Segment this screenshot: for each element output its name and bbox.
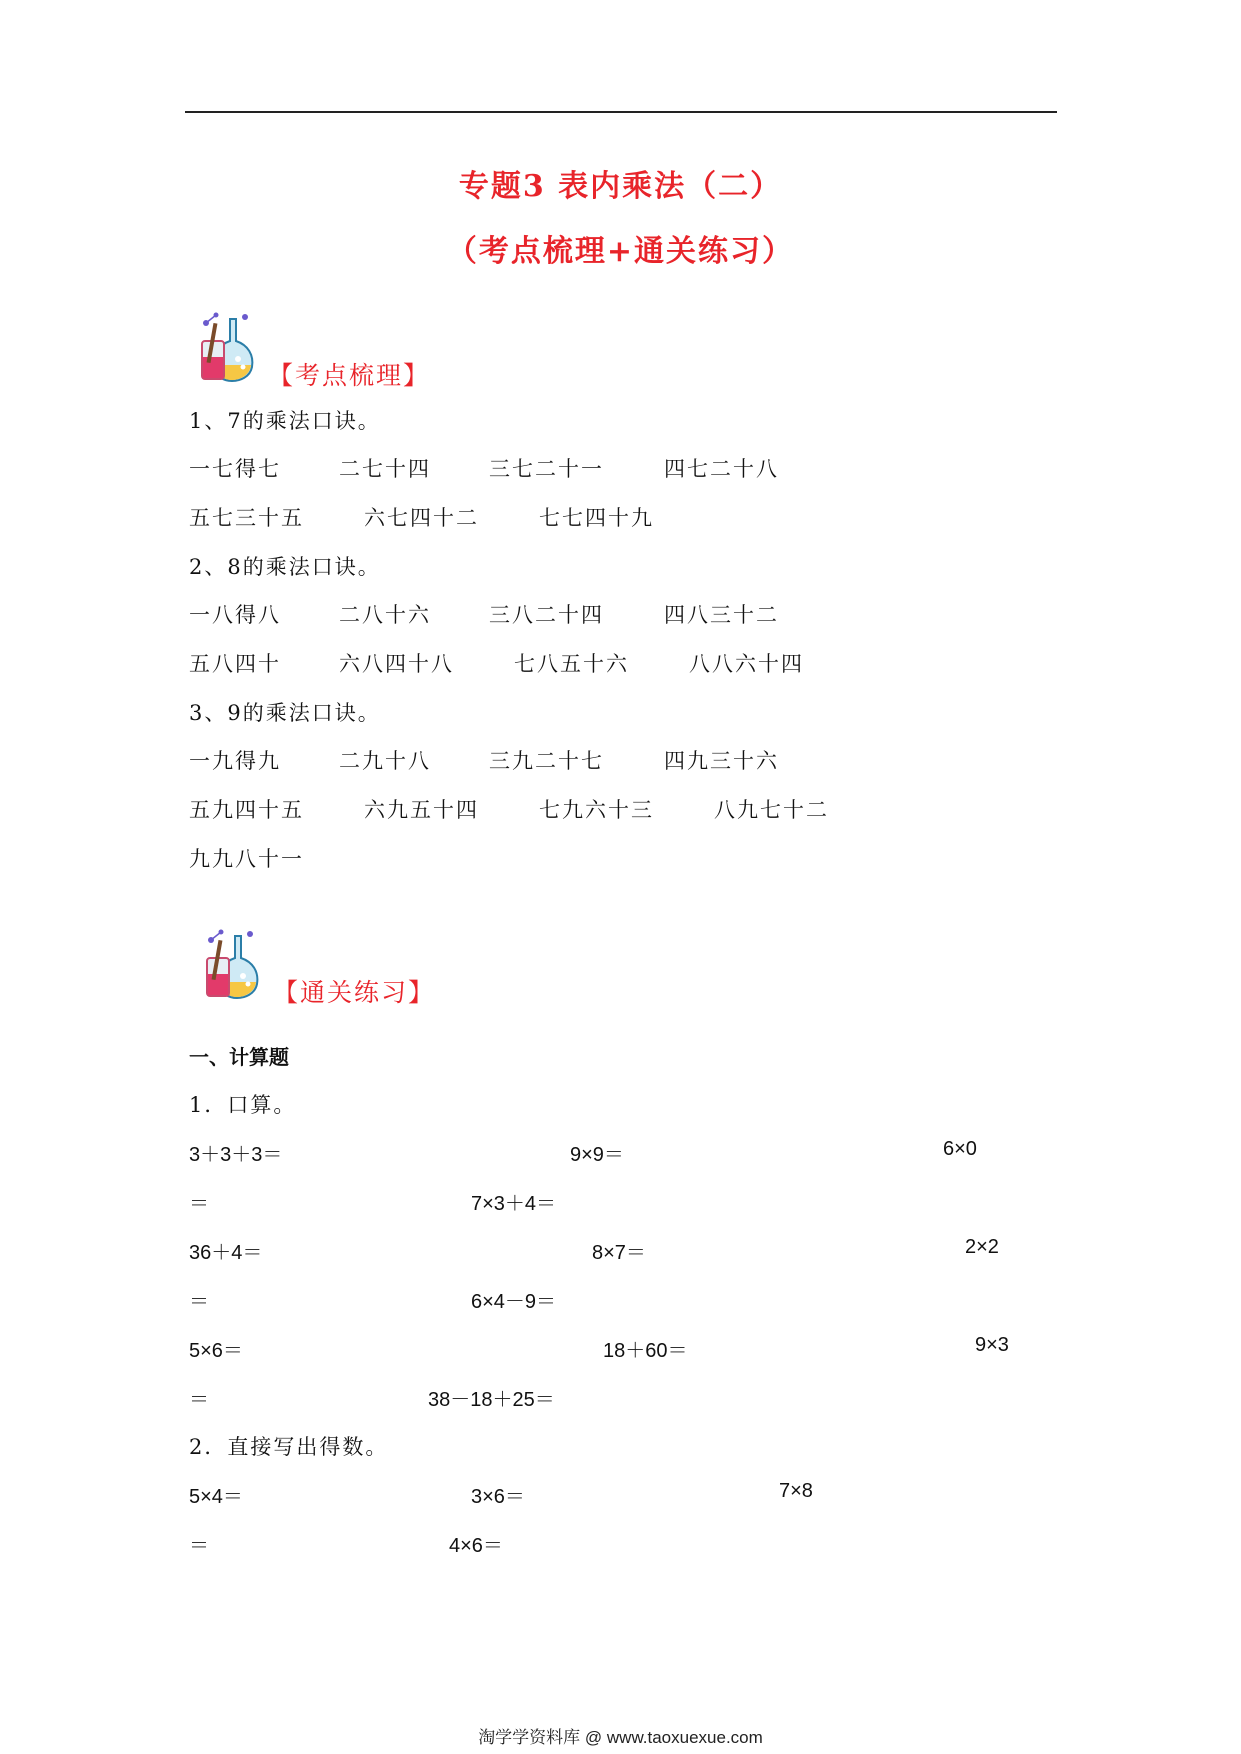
- mnemonic: 七八五十六: [514, 652, 629, 676]
- mnemonic: 六八四十八: [339, 652, 454, 676]
- mnemonic: 二九十八: [339, 749, 431, 773]
- arithmetic-item: ＝: [189, 1535, 209, 1557]
- arithmetic-item: 4×6＝: [449, 1535, 503, 1557]
- mnemonic: 四七二十八: [664, 457, 779, 481]
- section-label-key-points: 【考点梳理】: [268, 361, 431, 390]
- arithmetic-item: 5×6＝: [189, 1340, 243, 1362]
- header-rule: [185, 111, 1057, 113]
- arithmetic-item: 7×3＋4＝: [471, 1193, 557, 1215]
- mnemonic: 三八二十四: [489, 603, 604, 627]
- arithmetic-item: 38－18＋25＝: [428, 1389, 555, 1411]
- question1-title: 1．口算。: [189, 1093, 297, 1117]
- document-title: 专题3 表内乘法（二）: [458, 169, 783, 204]
- item3-title: 3、9的乘法口诀。: [189, 701, 381, 725]
- mnemonic: 五八四十: [189, 652, 281, 676]
- arithmetic-item: 3＋3＋3＝: [189, 1144, 283, 1166]
- mnemonic: 七七四十九: [539, 506, 654, 530]
- arithmetic-item: 36＋4＝: [189, 1242, 263, 1264]
- arithmetic-item: ＝: [189, 1291, 209, 1313]
- arithmetic-item: 5×4＝: [189, 1486, 243, 1508]
- mnemonic: 八九七十二: [714, 798, 829, 822]
- arithmetic-item: 9×9＝: [570, 1144, 624, 1166]
- item1-title: 1、7的乘法口诀。: [189, 409, 381, 433]
- mnemonic: 八八六十四: [689, 652, 804, 676]
- mnemonic: 五七三十五: [189, 506, 304, 530]
- arithmetic-item: 8×7＝: [592, 1242, 646, 1264]
- mnemonic: 一九得九: [189, 749, 281, 773]
- mnemonic: 七九六十三: [539, 798, 654, 822]
- document-subtitle: （考点梳理+通关练习）: [446, 234, 795, 269]
- arithmetic-item: 7×8: [779, 1480, 813, 1502]
- mnemonic: 九九八十一: [189, 847, 304, 871]
- mnemonic: 四九三十六: [664, 749, 779, 773]
- arithmetic-item: 18＋60＝: [603, 1340, 688, 1362]
- exercise-heading: 一、计算题: [189, 1045, 289, 1069]
- chemistry-flask-icon: [205, 928, 269, 1000]
- mnemonic: 一八得八: [189, 603, 281, 627]
- arithmetic-item: 6×4－9＝: [471, 1291, 557, 1313]
- arithmetic-item: ＝: [189, 1389, 209, 1411]
- arithmetic-item: ＝: [189, 1193, 209, 1215]
- arithmetic-item: 9×3: [975, 1334, 1009, 1356]
- mnemonic: 四八三十二: [664, 603, 779, 627]
- mnemonic: 三九二十七: [489, 749, 604, 773]
- mnemonic: 一七得七: [189, 457, 281, 481]
- mnemonic: 二八十六: [339, 603, 431, 627]
- footer-watermark: 淘学学资料库 @ www.taoxuexue.com: [478, 1728, 763, 1747]
- mnemonic: 六七四十二: [364, 506, 479, 530]
- arithmetic-item: 3×6＝: [471, 1486, 525, 1508]
- mnemonic: 三七二十一: [489, 457, 604, 481]
- mnemonic: 六九五十四: [364, 798, 479, 822]
- arithmetic-item: 6×0: [943, 1138, 977, 1160]
- question2-title: 2．直接写出得数。: [189, 1435, 389, 1459]
- chemistry-flask-icon: [200, 311, 264, 383]
- mnemonic: 二七十四: [339, 457, 431, 481]
- item2-title: 2、8的乘法口诀。: [189, 555, 381, 579]
- mnemonic: 五九四十五: [189, 798, 304, 822]
- arithmetic-item: 2×2: [965, 1236, 999, 1258]
- section-label-practice: 【通关练习】: [273, 978, 436, 1007]
